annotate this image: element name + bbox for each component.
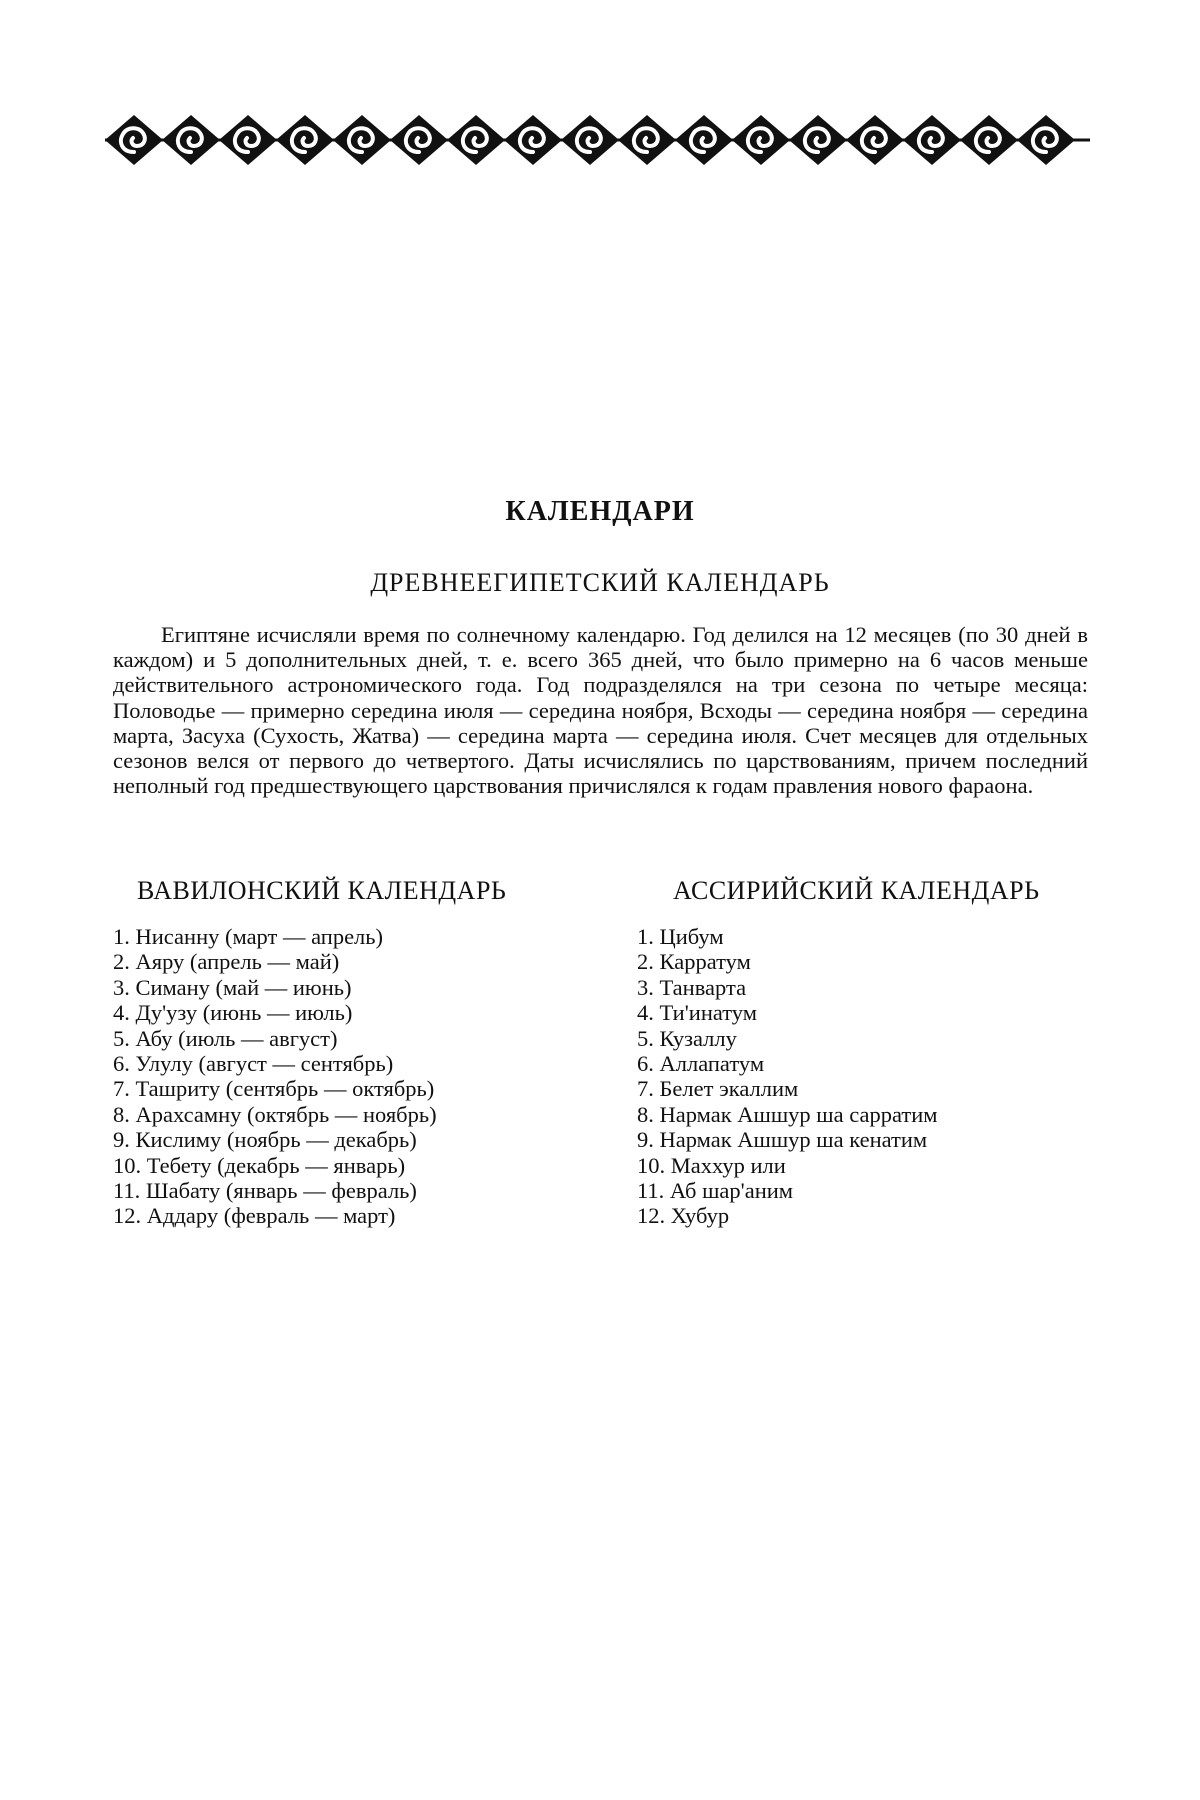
babylon-month-item: 7. Ташриту (сентябрь — октябрь) [113,1076,435,1102]
assyria-month-item: 11. Аб шар'аним [637,1178,794,1204]
babylon-month-list [113,924,583,1229]
assyria-month-item: 5. Кузаллу [637,1025,737,1051]
assyria-month-item: 2. Карратум [637,949,751,975]
assyria-month-item: 3. Танварта [637,974,747,1000]
assyria-month-item: 9. Нармак Ашшур ша кенатим [637,1127,928,1153]
babylon-month-item: 3. Симану (май — июнь) [113,974,352,1000]
assyria-calendar-heading: АССИРИЙСКИЙ КАЛЕНДАРЬ [673,876,1040,905]
babylon-month-item: 6. Улулу (август — сентябрь) [113,1051,394,1077]
assyria-month-list [637,924,1107,1229]
babylon-calendar-heading: ВАВИЛОНСКИЙ КАЛЕНДАРЬ [137,876,507,905]
babylon-calendar-section [113,876,583,1229]
assyria-month-item: 1. Цибум [637,924,724,949]
babylon-month-item: 8. Арахсамну (октябрь — ноябрь) [113,1101,437,1127]
babylon-month-item: 9. Кислиму (ноябрь — декабрь) [113,1127,417,1153]
greek-wave-ornament [105,112,1090,168]
assyria-month-item: 12. Хубур [637,1203,730,1229]
assyria-calendar-section [637,876,1107,1229]
egypt-calendar-text: Египтяне исчисляли время по солнечному календарю. Год делился на 12 месяцев (по 30 дней в каждом) и 5 дополнительных дней, т. е. всего 365 дней, что было примерно на 6 часов меньше действительного астрономического года. Год подразделялся на три сезона по четыре месяца: Половодье — примерно середина июля — середина ноября, Всходы — середина ноября — середина марта, Засуха (Сухость, Жатва) — середина марта — середина июля. Счет месяцев для отдельных сезонов велся от первого до четвертого. Даты исчислялись по царствованиям, причем последний неполный год предшествующего царствования причислялся к годам правления нового фараона. [113,622,1088,799]
babylon-month-item: 2. Аяру (апрель — май) [113,949,340,975]
babylon-month-item: 4. Ду'узу (июнь — июль) [113,1000,353,1026]
assyria-month-item: 10. Маххур или [637,1152,786,1178]
assyria-month-item: 6. Аллапатум [637,1051,765,1077]
babylon-month-item: 12. Аддару (февраль — март) [113,1203,396,1229]
babylon-month-item: 10. Тебету (декабрь — январь) [113,1152,406,1178]
page-title: КАЛЕНДАРИ [505,496,695,527]
egypt-calendar-heading: ДРЕВНЕЕГИПЕТСКИЙ КАЛЕНДАРЬ [370,568,830,597]
babylon-month-item: 5. Абу (июль — август) [113,1025,338,1051]
assyria-month-item: 4. Ти'инатум [637,1000,757,1026]
babylon-month-item: 1. Нисанну (март — апрель) [113,924,384,949]
assyria-month-item: 7. Белет экаллим [637,1076,799,1102]
babylon-month-item: 11. Шабату (январь — февраль) [113,1178,417,1204]
assyria-month-item: 8. Нармак Ашшур ша сарратим [637,1101,938,1127]
